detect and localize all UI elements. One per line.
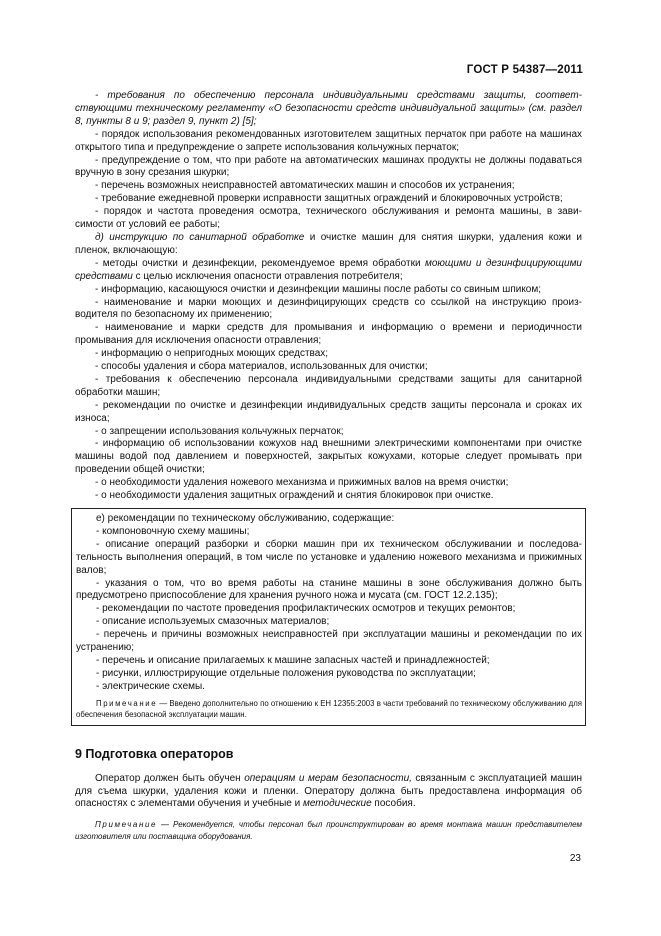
box-item: - описание используемых смазочных материалов;	[96, 616, 330, 628]
list-item: - информацию, касающуюся очистки и дезинфекции машины после работы со свиным шпиком;	[95, 283, 542, 295]
list-item: - информацию об использовании кожухов над внешними электрическими компонентами при очистке машины водой под давлением и поверхностей, закрытых кожухами, которые следует промывать при проведении общей очистки;	[75, 438, 582, 476]
section-note: Примечание — Рекомендуется, чтобы персонал был проинструктирован во время монтажа машин представителем изготовителя или поставщика оборудования.	[75, 820, 582, 841]
list-item: - способы удаления и сбора материалов, использованных для очистки;	[95, 361, 428, 373]
list-item: - методы очистки и дезинфекции, рекомендуемое время обработки моющими и дезинфицирующими средствами с целью исключения опасности отравления потребителя;	[75, 257, 582, 282]
section-title: 9 Подготовка операторов	[75, 746, 234, 761]
box-item: е) рекомендации по техническому обслуживанию, содержащие:	[96, 513, 395, 524]
page-number: 23	[569, 853, 581, 864]
box-item: - указания о том, что во время работы на станине машины в зоне обслуживания должно быть предусмотрено приспособление для хранения ручного ножа и мусата (см. ГОСТ 12.2.135);	[76, 577, 582, 602]
box-item: - рекомендации по частоте проведения профилактических осмотров и текущих ремонтов;	[96, 603, 516, 615]
box-item: - электрические схемы.	[96, 680, 205, 692]
list-item: - информацию о непригодных моющих средствах;	[95, 348, 329, 360]
list-item: - наименование и марки средств для промывания и информацию о времени и периодичности промывания для исключения опасности отравления;	[75, 322, 582, 347]
page-body	[75, 90, 582, 842]
list-item: - рекомендации по очистке и дезинфекции индивидуальных средств защиты персонала и сроках их износа;	[75, 399, 582, 424]
list-item: - предупреждение о том, что при работе на автоматических машинах продукты не должны подаваться вручную в зону срезания шкурки;	[75, 154, 582, 179]
list-item: - требование ежедневной проверки исправности защитных ограждений и блокировочных устройств;	[95, 193, 563, 205]
list-item: - требования по обеспечению персонала индивидуальными средствами защиты, соответствующими техническому регламенту «О безопасности средств индивидуальной защиты» (см. раздел 8, пункты 8 и 9; раздел 9, пункт 2) [5];	[75, 90, 582, 127]
box-item: - описание операций разборки и сборки машин при их техническом обслуживании и последовательность выполнения операций, в том числе по установке и удалению ножевого механизма и прижимных валов;	[76, 538, 582, 576]
list-item: - требования к обеспечению персонала индивидуальными средствами защиты для санитарной обработки машин;	[75, 373, 582, 398]
box-item: - компоновочную схему машины;	[96, 525, 250, 537]
list-item: - перечень возможных неисправностей автоматических машин и способов их устранения;	[95, 180, 515, 192]
section-paragraph: Оператор должен быть обучен операциям и мерам безопасности, связанным с эксплуатацией машин для съема шкурки, удаления кожи и пленки. Оператору должна быть предоставлена информация об опасностях с элементами обучения и учебные и методические пособия.	[75, 772, 582, 810]
list-item: - о запрещении использования кольчужных перчаток;	[95, 425, 344, 437]
box-item: - перечень и описание прилагаемых к машине запасных частей и принадлежностей;	[96, 654, 490, 666]
box-item: - перечень и причины возможных неисправностей при эксплуатации машины и рекомендации по их устранению;	[76, 629, 582, 654]
list-item: - порядок использования рекомендованных изготовителем защитных перчаток при работе на машинах открытого типа и предупреждение о запрете использования кольчужных перчаток;	[75, 128, 582, 153]
list-item: - наименование и марки моющих и дезинфицирующих средств со ссылкой на инструкцию производителя по безопасному их применению;	[75, 296, 582, 321]
list-item: - о необходимости удаления защитных ограждений и снятия блокировок при очистке.	[95, 490, 494, 502]
box-note: Примечание — Введено дополнительно по отношению к ЕН 12355:2003 в части требований по техническому обслуживанию для обеспечения безопасной эксплуатации машин.	[76, 698, 582, 719]
list-item: - порядок и частота проведения осмотра, технического обслуживания и ремонта машины, в зависимости от условий ее работы;	[75, 206, 582, 231]
document-number: ГОСТ Р 54387—2011	[466, 64, 583, 76]
box-item: - рисунки, иллюстрирующие отдельные положения руководства по эксплуатации;	[96, 667, 476, 679]
maintenance-box	[71, 508, 586, 726]
item-d: д) инструкцию по санитарной обработке и очистке машин для снятия шкурки, удаления кожи и пленок, включающую:	[75, 231, 583, 256]
list-item: - о необходимости удаления ножевого механизма и прижимных валов на время очистки;	[95, 477, 509, 489]
